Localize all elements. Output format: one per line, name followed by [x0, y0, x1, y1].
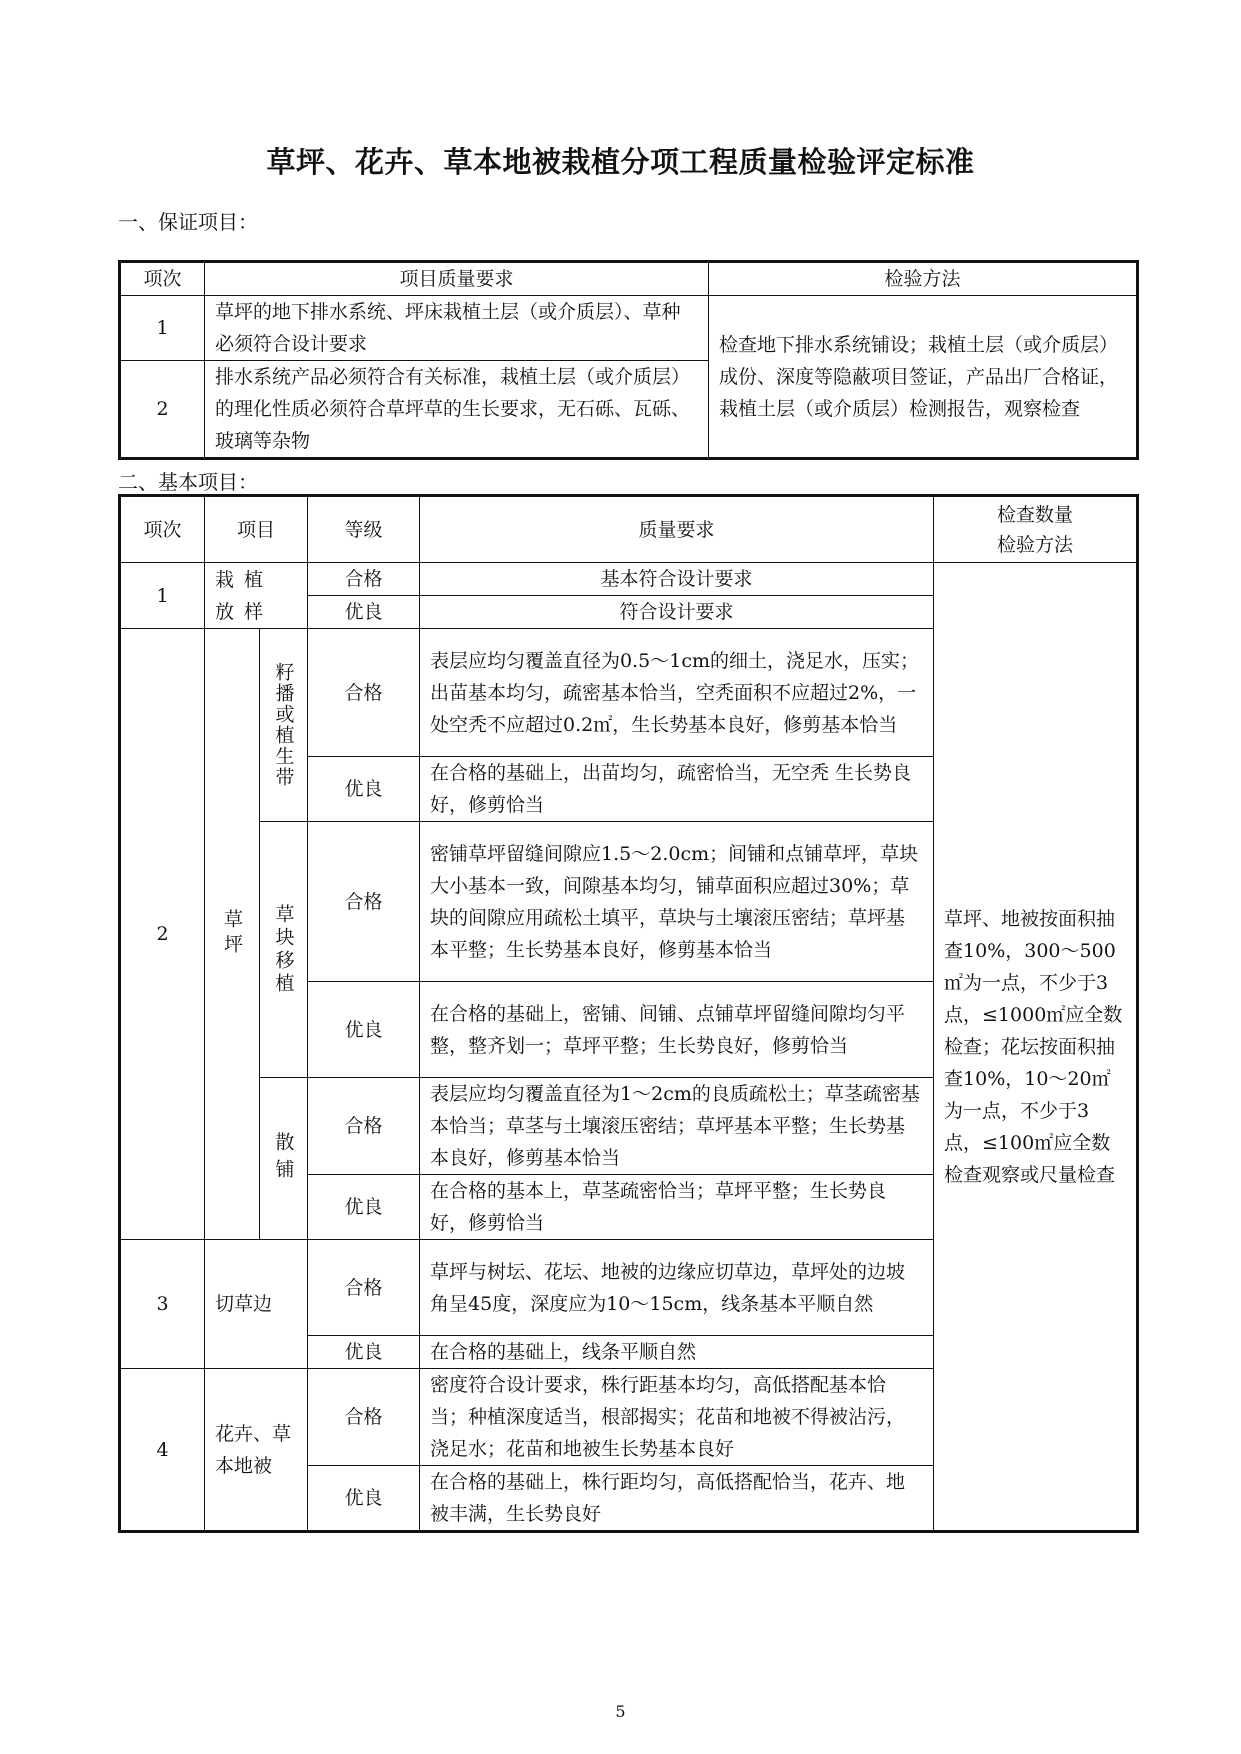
grade-pass: 合格 [308, 1240, 420, 1336]
requirement-excellent: 在合格的基础上，株行距均匀，高低搭配恰当，花卉、地被丰满，生长势良好 [420, 1466, 934, 1532]
col-header-no: 项次 [120, 496, 205, 563]
row-no: 2 [120, 361, 205, 459]
row-item: 栽植放样 [205, 563, 308, 629]
col-header-requirement: 项目质量要求 [205, 262, 709, 296]
requirement-excellent: 在合格的基础上，密铺、间铺、点铺草坪留缝间隙均匀平整，整齐划一；草坪平整；生长势良好，修剪恰当 [420, 982, 934, 1078]
grade-excellent: 优良 [308, 757, 420, 822]
requirement-pass: 表层应均匀覆盖直径为0.5～1cm的细土，浇足水，压实；出苗基本均匀，疏密基本恰当，空秃面积不应超过2%，一处空秃不应超过0.2㎡，生长势基本良好，修剪基本恰当 [420, 629, 934, 757]
requirement-pass: 草坪与树坛、花坛、地被的边缘应切草边，草坪处的边坡角呈45度，深度应为10～15cm，线条基本平顺自然 [420, 1240, 934, 1336]
row-item: 切草边 [205, 1240, 308, 1369]
grade-pass: 合格 [308, 822, 420, 982]
col-header-method: 检验方法 [709, 262, 1138, 296]
col-header-requirement: 质量要求 [420, 496, 934, 563]
grade-excellent: 优良 [308, 1336, 420, 1369]
grade-pass: 合格 [308, 563, 420, 596]
method-header-line2: 检验方法 [997, 533, 1074, 556]
col-header-no: 项次 [120, 262, 205, 296]
page-title: 草坪、花卉、草本地被栽植分项工程质量检验评定标准 [266, 145, 975, 179]
col-header-method [934, 496, 1138, 563]
table-row [120, 296, 1138, 361]
grade-excellent: 优良 [308, 1175, 420, 1240]
row-item: 花卉、草本地被 [205, 1369, 308, 1532]
grade-pass: 合格 [308, 629, 420, 757]
requirement-excellent: 在合格的基础上，出苗均匀，疏密恰当，无空秃 生长势良好，修剪恰当 [420, 757, 934, 822]
section2-heading: 二、基本项目： [118, 470, 258, 494]
subitem-scatter: 散铺 [260, 1078, 308, 1240]
row-no: 1 [120, 296, 205, 361]
requirement-excellent: 在合格的基本上，草茎疏密恰当；草坪平整；生长势良好，修剪恰当 [420, 1175, 934, 1240]
requirement-pass: 基本符合设计要求 [420, 563, 934, 596]
row-item: 草坪 [205, 629, 260, 1240]
col-header-item: 项目 [205, 496, 308, 563]
method-header-line1: 检查数量 [997, 503, 1074, 526]
requirement-excellent: 符合设计要求 [420, 596, 934, 629]
requirement-pass: 密铺草坪留缝间隙应1.5～2.0cm；间铺和点铺草坪，草块大小基本一致，间隙基本均匀，铺草面积应超过30%；草块的间隙应用疏松土填平，草块与土壤滚压密结；草坪基本平整；生长势基本良好，修剪基本恰当 [420, 822, 934, 982]
inspection-method: 草坪、地被按面积抽查10%，300～500㎡为一点，不少于3点，≤1000㎡应全数检查；花坛按面积抽查10%，10～20㎡为一点，不少于3点，≤100㎡应全数检查观察或尺量检查 [934, 563, 1138, 1532]
row-no: 4 [120, 1369, 205, 1532]
page-number: 5 [615, 1702, 626, 1721]
requirement-excellent: 在合格的基础上，线条平顺自然 [420, 1336, 934, 1369]
col-header-grade: 等级 [308, 496, 420, 563]
row-no: 2 [120, 629, 205, 1240]
guarantee-items-table [118, 260, 1139, 460]
row-requirement: 排水系统产品必须符合有关标准，栽植土层（或介质层）的理化性质必须符合草坪草的生长要求，无石砾、瓦砾、玻璃等杂物 [205, 361, 709, 459]
section1-heading: 一、保证项目： [118, 210, 258, 234]
subitem-sod-transplant: 草块移植 [260, 822, 308, 1078]
requirement-pass: 密度符合设计要求，株行距基本均匀，高低搭配基本恰当；种植深度适当，根部揭实；花苗和地被不得被沾污，浇足水；花苗和地被生长势基本良好 [420, 1369, 934, 1466]
requirement-pass: 表层应均匀覆盖直径为1～2cm的良质疏松土；草茎疏密基本恰当；草茎与土壤滚压密结；草坪基本平整；生长势基本良好，修剪基本恰当 [420, 1078, 934, 1175]
basic-items-table [118, 494, 1139, 1533]
subitem-seeding: 籽播或植生带 [260, 629, 308, 822]
row-no: 1 [120, 563, 205, 629]
table-row [120, 563, 1138, 596]
verification-method: 检查地下排水系统铺设；栽植土层（或介质层）成份、深度等隐蔽项目签证，产品出厂合格证，栽植土层（或介质层）检测报告，观察检查 [709, 296, 1138, 459]
grade-pass: 合格 [308, 1078, 420, 1175]
row-no: 3 [120, 1240, 205, 1369]
grade-excellent: 优良 [308, 596, 420, 629]
grade-excellent: 优良 [308, 1466, 420, 1532]
grade-pass: 合格 [308, 1369, 420, 1466]
row-requirement: 草坪的地下排水系统、坪床栽植土层（或介质层）、草种必须符合设计要求 [205, 296, 709, 361]
grade-excellent: 优良 [308, 982, 420, 1078]
